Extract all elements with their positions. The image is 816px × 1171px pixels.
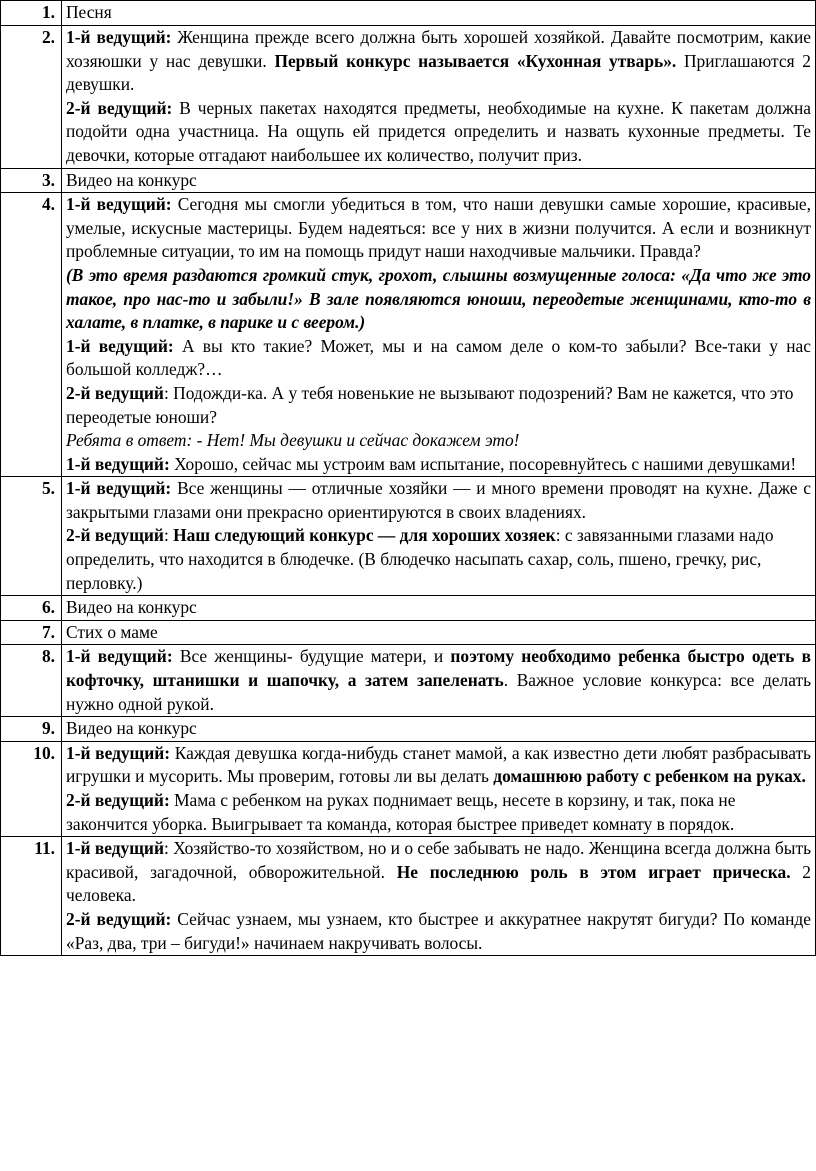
table-row <box>1 596 816 621</box>
paragraph: 1-й ведущий: Каждая девушка когда-нибудь станет мамой, а как известно дети любят разбрасывать игрушки и мусорить. Мы проверим, готовы ли вы делать домашнюю работу с ребенком на руках. <box>66 742 811 787</box>
table-row <box>1 168 816 193</box>
table-row <box>1 26 816 169</box>
row-text <box>62 477 816 596</box>
row-text: Видео на конкурс <box>62 596 816 621</box>
row-text <box>62 837 816 956</box>
paragraph: 2-й ведущий: Сейчас узнаем, мы узнаем, кто быстрее и аккуратнее накрутят бигуди? По команде «Раз, два, три – бигуди!» начинаем накручивать волосы. <box>66 908 811 953</box>
row-text <box>62 741 816 836</box>
row-text <box>62 26 816 169</box>
row-number: 3. <box>1 168 62 193</box>
stage-direction: (В это время раздаются громкий стук, грохот, слышны возмущенные голоса: «Да что же это такое, про нас-то и забыли!» В зале появляются юноши, переодетые женщинами, кто-то в халате, в платке, в парике и с веером.) <box>66 264 811 333</box>
speaker-label: 1-й ведущий: <box>66 194 172 215</box>
paragraph: 2-й ведущий: Наш следующий конкурс — для хороших хозяек: с завязанными глазами надо определить, что находится в блюдечке. (В блюдечко насыпать сахар, соль, пшено, гречку, рис, перловку.) <box>66 525 774 593</box>
speaker-label: 1-й ведущий <box>66 838 164 859</box>
speaker-label: 2-й ведущий: <box>66 908 172 929</box>
reply-line: Ребята в ответ: - Нет! Мы девушки и сейчас докажем это! <box>66 430 520 451</box>
row-text: Песня <box>62 1 816 26</box>
paragraph: 2-й ведущий: В черных пакетах находятся предметы, необходимые на кухне. К пакетам должна подойти одна участница. На ощупь ей придется определить и назвать кухонные предметы. Те девочки, которые отгадают наибольшее их количество, получит приз. <box>66 97 811 165</box>
speaker-label: 1-й ведущий: <box>66 335 174 356</box>
row-text <box>62 645 816 717</box>
row-number: 6. <box>1 596 62 621</box>
row-text <box>62 193 816 477</box>
speaker-label: 2-й ведущий: <box>66 97 173 118</box>
contest-title: домашнюю работу с ребенком на руках. <box>493 766 806 787</box>
speaker-label: 2-й ведущий <box>66 382 164 403</box>
row-text: Видео на конкурс <box>62 168 816 193</box>
speaker-label: 1-й ведущий: <box>66 478 172 499</box>
speaker-label: 1-й ведущий: <box>66 646 173 667</box>
row-number: 1. <box>1 1 62 26</box>
table-row <box>1 477 816 596</box>
paragraph: 1-й ведущий: Хорошо, сейчас мы устроим вам испытание, посоревнуйтесь с нашими девушками! <box>66 453 797 474</box>
contest-title: Первый конкурс называется «Кухонная утварь». <box>274 50 677 71</box>
paragraph: 1-й ведущий: Все женщины- будущие матери, и поэтому необходимо ребенка быстро одеть в кофточку, штанишки и шапочку, а затем запеленать. Важное условие конкурса: все делать нужно одной рукой. <box>66 646 811 714</box>
table-row <box>1 620 816 645</box>
paragraph: 1-й ведущий: Женщина прежде всего должна быть хорошей хозяйкой. Давайте посмотрим, какие хозяюшки у нас девушки. Первый конкурс называется «Кухонная утварь». Приглашаются 2 девушки. <box>66 27 811 95</box>
speaker-label: 2-й ведущий <box>66 525 164 546</box>
row-number: 7. <box>1 620 62 645</box>
row-number: 2. <box>1 26 62 169</box>
table-row <box>1 645 816 717</box>
speaker-label: 1-й ведущий: <box>66 453 170 474</box>
table-row <box>1 193 816 477</box>
speaker-label: 1-й ведущий: <box>66 27 172 47</box>
paragraph: 1-й ведущий: Хозяйство-то хозяйством, но и о себе забывать не надо. Женщина всегда должна быть красивой, загадочной, обворожительной. Не последнюю роль в этом играет прическа. 2 человека. <box>66 838 811 906</box>
contest-title: Не последнюю роль в этом играет прическа. <box>396 861 791 882</box>
table-row <box>1 1 816 26</box>
paragraph: 2-й ведущий: Мама с ребенком на руках поднимает вещь, несете в корзину, и так, пока не закончится уборка. Выигрывает та команда, которая быстрее приведет комнату в порядок. <box>66 790 736 834</box>
row-number: 5. <box>1 477 62 596</box>
speaker-label: 2-й ведущий: <box>66 790 170 810</box>
row-number: 4. <box>1 193 62 477</box>
contest-title: поэтому необходимо ребенка быстро одеть в кофточку, штанишки и шапочку, а затем запеленать <box>66 646 811 691</box>
row-number: 11. <box>1 837 62 956</box>
table-row <box>1 717 816 742</box>
speaker-label: 1-й ведущий: <box>66 742 171 763</box>
paragraph: 1-й ведущий: Сегодня мы смогли убедиться в том, что наши девушки самые хорошие, красивые, умелые, искусные мастерицы. Будем надеяться: все у них в жизни получится. А если и возникнут проблемные ситуации, то им на помощь придут наши находчивые мальчики. Правда? <box>66 194 811 262</box>
row-number: 10. <box>1 741 62 836</box>
row-text: Стих о маме <box>62 620 816 645</box>
contest-title: Наш следующий конкурс — для хороших хозяек <box>173 525 556 546</box>
row-text: Видео на конкурс <box>62 717 816 742</box>
paragraph: 1-й ведущий: Все женщины — отличные хозяйки — и много времени проводят на кухне. Даже с закрытыми глазами они прекрасно ориентируются в своих владениях. <box>66 478 812 522</box>
paragraph: 2-й ведущий: Подожди-ка. А у тебя новенькие не вызывают подозрений? Вам не кажется, что это переодетые юноши? <box>66 382 794 427</box>
row-number: 8. <box>1 645 62 717</box>
table-row <box>1 741 816 836</box>
paragraph: 1-й ведущий: А вы кто такие? Может, мы и на самом деле о ком-то забыли? Все-таки у нас большой колледж?… <box>66 335 811 380</box>
row-number: 9. <box>1 717 62 742</box>
table-row <box>1 837 816 956</box>
